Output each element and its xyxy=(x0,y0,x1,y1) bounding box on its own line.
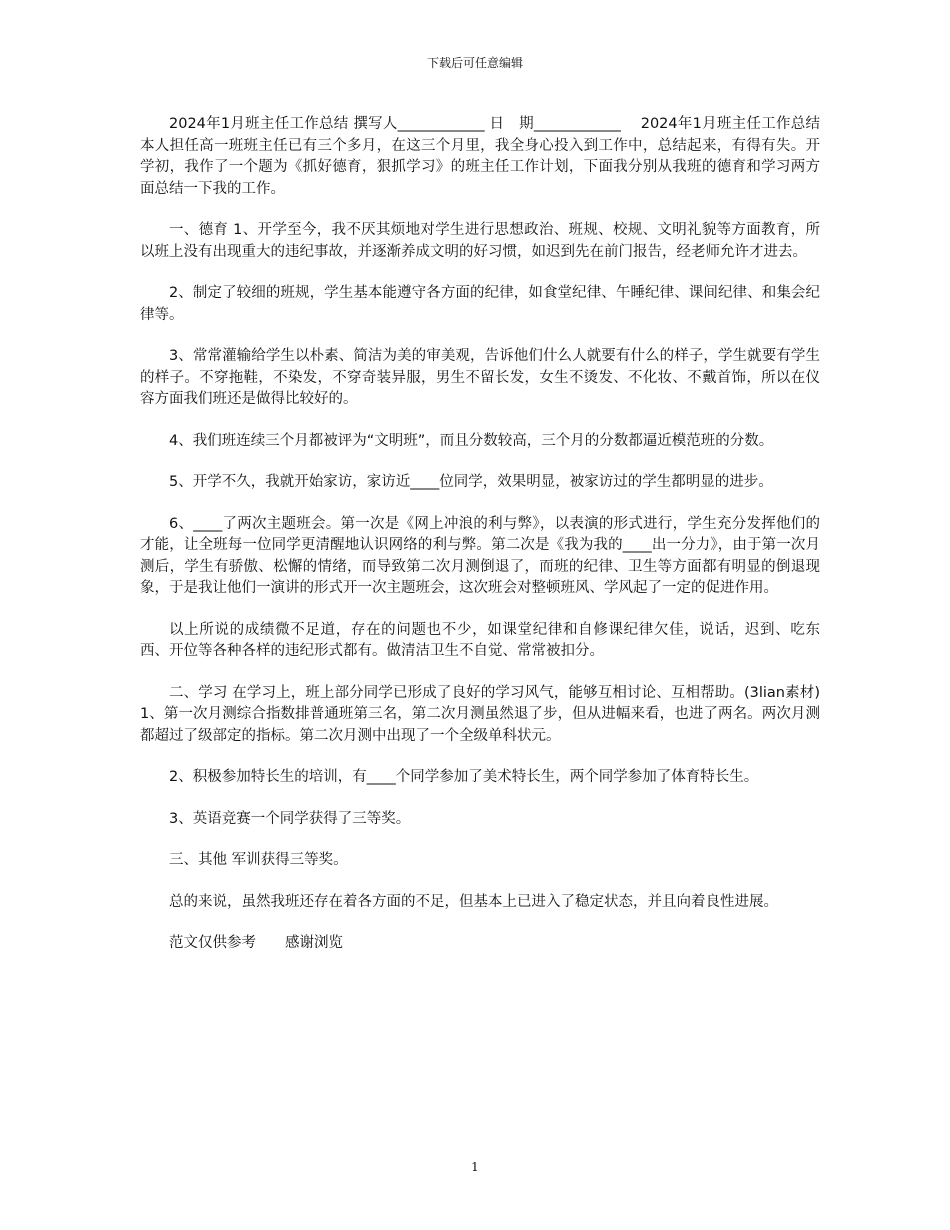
paragraph-intro: 2024年1月班主任工作总结 撰写人____________ 日 期____________ 2024年1月班主任工作总结 本人担任高一班班主任已有三个多月，在这三个月里，我全身心投入到工作中，总结起来，有得有失。开学初，我作了一个题为《抓好德育，狠抓学习》的班主任工作计划，下面我分别从我班的德育和学习两方面总结一下我的工作。 xyxy=(140,116,820,197)
paragraph-other: 三、其他 军训获得三等奖。 xyxy=(169,852,348,868)
paragraph-moral-1: 一、德育 1、开学至今，我不厌其烦地对学生进行思想政治、班规、校规、文明礼貌等方面教育，所以班上没有出现重大的违纪事故，并逐渐养成文明的好习惯，如迟到先在前门报告，经老师允许才进去。 xyxy=(140,222,820,260)
paragraph-problems: 以上所说的成绩微不足道，存在的问题也不少，如课堂纪律和自修课纪律欠佳，说话，迟到、吃东西、开位等各种各样的违纪形式都有。做清洁卫生不自觉、常常被扣分。 xyxy=(140,621,820,659)
paragraph-moral-3: 3、常常灌输给学生以朴素、简洁为美的审美观，告诉他们什么人就要有什么的样子，学生就要有学生的样子。不穿拖鞋，不染发，不穿奇装异服，男生不留长发，女生不烫发、不化妆、不戴首饰，所以在仪容方面我们班还是做得比较好的。 xyxy=(140,348,820,407)
paragraph-moral-5: 5、开学不久，我就开始家访，家访近____位同学，效果明显，被家访过的学生都明显的进步。 xyxy=(169,474,773,490)
paragraph-moral-4: 4、我们班连续三个月都被评为“文明班”，而且分数较高，三个月的分数都逼近模范班的分数。 xyxy=(169,432,774,449)
paragraph-moral-2: 2、制定了较细的班规，学生基本能遵守各方面的纪律，如食堂纪律、午睡纪律、课间纪律、和集会纪律等。 xyxy=(140,285,820,323)
document-body xyxy=(140,114,820,955)
paragraph-study-2: 2、积极参加特长生的培训，有____个同学参加了美术特长生，两个同学参加了体育特长生。 xyxy=(169,769,759,785)
paragraph-study-3: 3、英语竞赛一个同学获得了三等奖。 xyxy=(169,810,411,827)
page-number: 1 xyxy=(471,1160,479,1174)
closing-note: 范文仅供参考 感谢浏览 xyxy=(169,935,343,951)
paragraph-study-1: 二、学习 在学习上，班上部分同学已形成了良好的学习风气，能够互相讨论、互相帮助。(3lian素材) 1、第一次月测综合指数排普通班第三名，第二次月测虽然退了步，但从进幅来看，也进了两名。两次月测都超过了级部定的指标。第二次月测中出现了一个全级单科状元。 xyxy=(140,684,820,744)
paragraph-moral-6: 6、____了两次主题班会。第一次是《网上冲浪的利与弊》，以表演的形式进行，学生充分发挥他们的才能，让全班每一位同学更清醒地认识网络的利与弊。第二次是《我为我的____出一分力》，由于第一次月测后，学生有骄傲、松懈的情绪，而导致第二次月测倒退了，而班的纪律、卫生等方面都有明显的倒退现象，于是我让他们一演讲的形式开一次主题班会，这次班会对整顿班风、学风起了一定的促进作用。 xyxy=(140,515,820,596)
page-header: 下载后可任意编辑 xyxy=(426,56,523,70)
paragraph-conclusion: 总的来说，虽然我班还存在着各方面的不足，但基本上已进入了稳定状态，并且向着良性进展。 xyxy=(169,893,778,910)
